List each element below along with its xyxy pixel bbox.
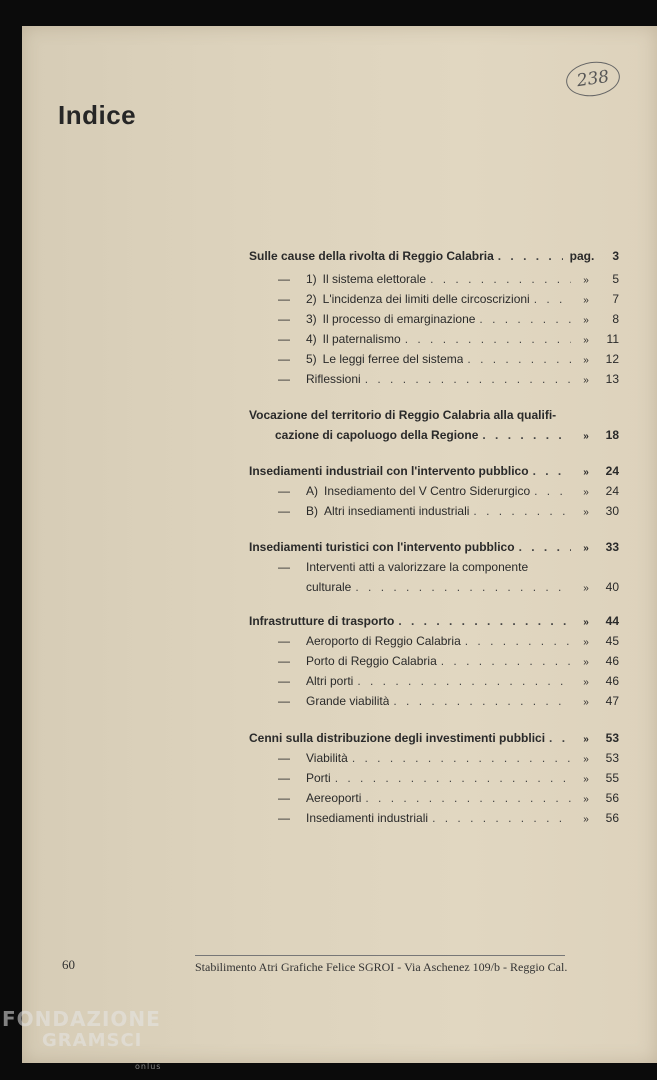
toc-entry	[249, 614, 619, 632]
toc-page-number: 53	[605, 751, 619, 765]
toc-entry	[249, 791, 619, 809]
toc-entry	[249, 694, 619, 712]
toc-entry	[249, 811, 619, 829]
toc-page-marker: »	[583, 295, 589, 306]
toc-leader-dots	[533, 464, 571, 478]
toc-entry	[249, 751, 619, 769]
toc-dash: —	[278, 791, 290, 805]
toc-entry-label: Il processo di emarginazione	[322, 312, 476, 326]
watermark-logo	[2, 1007, 162, 1071]
toc-dash: —	[278, 560, 290, 574]
toc-page-number: 44	[605, 614, 619, 628]
toc-page-marker: »	[583, 677, 589, 688]
toc-entry-label: Porto di Reggio Calabria	[306, 654, 437, 668]
toc-leader-dots	[365, 791, 571, 805]
toc-page-marker: »	[583, 697, 589, 708]
toc-leader-dots	[405, 332, 571, 346]
toc-page-marker: »	[583, 774, 589, 785]
toc-dash: —	[278, 372, 290, 386]
toc-dash: —	[278, 332, 290, 346]
toc-entry	[249, 540, 619, 558]
toc-page-number: 11	[606, 332, 619, 346]
toc-page-marker: »	[583, 814, 589, 825]
toc-leader-dots	[398, 614, 571, 628]
toc-dash: —	[278, 674, 290, 688]
toc-page-marker: »	[583, 275, 589, 286]
toc-entry	[249, 634, 619, 652]
toc-page-number: 53	[605, 731, 619, 745]
toc-dash: —	[278, 292, 290, 306]
toc-leader-dots	[335, 771, 571, 785]
watermark-line1: FONDAZIONE	[2, 1007, 161, 1031]
toc-page-marker: »	[583, 375, 589, 386]
toc-entry	[249, 372, 619, 390]
toc-leader-dots	[355, 580, 571, 594]
toc-entry	[249, 428, 619, 446]
toc-page-marker: »	[583, 507, 589, 518]
toc-entry-number: 2)	[306, 292, 317, 306]
toc-entry-label: Insediamenti industriali	[306, 811, 429, 825]
toc-page-marker: »	[583, 734, 589, 745]
toc-entry-label: Grande viabilità	[306, 694, 390, 708]
toc-entry-label: Aeroporto di Reggio Calabria	[306, 634, 461, 648]
toc-page-number: 45	[605, 634, 619, 648]
toc-leader-dots	[534, 292, 571, 306]
toc-entry-label: L'incidenza dei limiti delle circoscrizioni	[322, 292, 530, 306]
toc-page-marker: »	[583, 617, 589, 628]
toc-page-marker: »	[583, 794, 589, 805]
toc-leader-dots	[519, 540, 571, 554]
toc-dash: —	[278, 312, 290, 326]
toc-entry-label: Le leggi ferree del sistema	[322, 352, 464, 366]
toc-entry-label: Insediamenti turistici con l'intervento pubblico	[249, 540, 515, 554]
toc-dash: —	[278, 771, 290, 785]
toc-page-marker: »	[583, 543, 589, 554]
toc-entry	[249, 504, 619, 522]
toc-entry-label: Infrastrutture di trasporto	[249, 614, 395, 628]
toc-page-number: 18	[605, 428, 619, 442]
toc-entry-number: 3)	[306, 312, 317, 326]
toc-page-number: 46	[605, 654, 619, 668]
toc-entry-label: Insediamento del V Centro Siderurgico	[324, 484, 531, 498]
toc-page-marker: »	[583, 467, 589, 478]
toc-entry-label: Sulle cause della rivolta di Reggio Calabria	[249, 249, 494, 263]
toc-leader-dots	[465, 634, 571, 648]
toc-entry-label: Cenni sulla distribuzione degli investimenti pubblici	[249, 731, 546, 745]
toc-page-marker: »	[583, 315, 589, 326]
toc-entry	[249, 312, 619, 330]
toc-page-number: 56	[605, 811, 619, 825]
toc-dash: —	[278, 484, 290, 498]
printer-colophon: Stabilimento Atri Grafiche Felice SGROI - Via Aschenez 109/b - Reggio Cal.	[195, 960, 568, 974]
toc-dash: —	[278, 694, 290, 708]
toc-page-number: 7	[612, 292, 619, 306]
toc-page-marker: »	[583, 355, 589, 366]
toc-leader-dots	[441, 654, 571, 668]
toc-entry-label: Vocazione del territorio di Reggio Calabria alla qualifi-	[249, 408, 557, 422]
toc-entry-label: cazione di capoluogo della Regione	[275, 428, 479, 442]
toc-entry	[249, 464, 619, 482]
footer-divider	[195, 955, 565, 956]
toc-page-marker: »	[583, 335, 589, 346]
toc-entry-label: Interventi atti a valorizzare la componente	[306, 560, 529, 574]
toc-entry	[249, 560, 619, 578]
toc-leader-dots	[498, 249, 563, 263]
toc-entry	[249, 674, 619, 692]
toc-entry	[249, 580, 619, 598]
toc-entry	[249, 408, 619, 426]
footer-page-number: 60	[62, 957, 75, 972]
toc-page-number: 3	[612, 249, 619, 263]
toc-leader-dots	[430, 272, 571, 286]
toc-page-marker: »	[583, 637, 589, 648]
toc-entry-label: Altri insediamenti industriali	[324, 504, 470, 518]
toc-entry	[249, 249, 619, 267]
toc-dash: —	[278, 352, 290, 366]
toc-dash: —	[278, 654, 290, 668]
toc-page-marker: »	[583, 431, 589, 442]
toc-entry-number: 1)	[306, 272, 317, 286]
toc-entry	[249, 771, 619, 789]
toc-entry	[249, 654, 619, 672]
toc-dash: —	[278, 751, 290, 765]
toc-page-number: 24	[605, 484, 619, 498]
toc-page-number: 12	[605, 352, 619, 366]
toc-leader-dots	[534, 484, 571, 498]
toc-entry-label: Porti	[306, 771, 331, 785]
toc-leader-dots	[549, 731, 571, 745]
toc-page-number: 47	[605, 694, 619, 708]
toc-page-number: 46	[605, 674, 619, 688]
toc-entry-label: Aereoporti	[306, 791, 362, 805]
toc-page-number: 8	[612, 312, 619, 326]
toc-dash: —	[278, 504, 290, 518]
toc-entry-label: Il sistema elettorale	[322, 272, 427, 286]
toc-leader-dots	[482, 428, 571, 442]
toc-entry-number: 4)	[306, 332, 317, 346]
toc-entry-number: B)	[306, 504, 318, 518]
handwritten-page-number: 238	[564, 58, 622, 99]
toc-page-number: 56	[605, 791, 619, 805]
toc-leader-dots	[365, 372, 571, 386]
toc-entry-label: Riflessioni	[306, 372, 361, 386]
watermark-line3: onlus	[135, 1062, 162, 1071]
toc-page-marker: »	[583, 487, 589, 498]
toc-entry	[249, 731, 619, 749]
toc-dash: —	[278, 634, 290, 648]
toc-entry-label: Viabilità	[306, 751, 348, 765]
toc-entry-label: Altri porti	[306, 674, 354, 688]
toc-dash: —	[278, 272, 290, 286]
toc-dash: —	[278, 811, 290, 825]
watermark-line2: GRAMSCI	[42, 1030, 143, 1051]
toc-leader-dots	[352, 751, 571, 765]
toc-leader-dots	[393, 694, 571, 708]
toc-entry	[249, 292, 619, 310]
toc-leader-dots	[479, 312, 571, 326]
toc-leader-dots	[357, 674, 571, 688]
toc-page-number: 40	[605, 580, 619, 594]
toc-entry-number: 5)	[306, 352, 317, 366]
toc-entry-label: Insediamenti industriail con l'intervento pubblico	[249, 464, 529, 478]
toc-page-marker: »	[583, 657, 589, 668]
toc-entry-label: culturale	[306, 580, 352, 594]
toc-page-number: 13	[605, 372, 619, 386]
toc-entry-label: Il paternalismo	[322, 332, 401, 346]
toc-entry	[249, 352, 619, 370]
toc-page-number: 5	[612, 272, 619, 286]
toc-page-number: 24	[605, 464, 619, 478]
toc-page-number: 30	[605, 504, 619, 518]
toc-entry	[249, 272, 619, 290]
toc-leader-dots	[467, 352, 571, 366]
page-title: Indice	[58, 100, 137, 130]
toc-page-marker: »	[583, 754, 589, 765]
toc-leader-dots	[473, 504, 571, 518]
toc-page-marker: pag.	[569, 249, 595, 263]
toc-page-marker: »	[583, 583, 589, 594]
toc-page-number: 33	[605, 540, 619, 554]
toc-entry	[249, 484, 619, 502]
toc-page-number: 55	[605, 771, 619, 785]
toc-leader-dots	[432, 811, 571, 825]
toc-entry-number: A)	[306, 484, 318, 498]
toc-entry	[249, 332, 619, 350]
